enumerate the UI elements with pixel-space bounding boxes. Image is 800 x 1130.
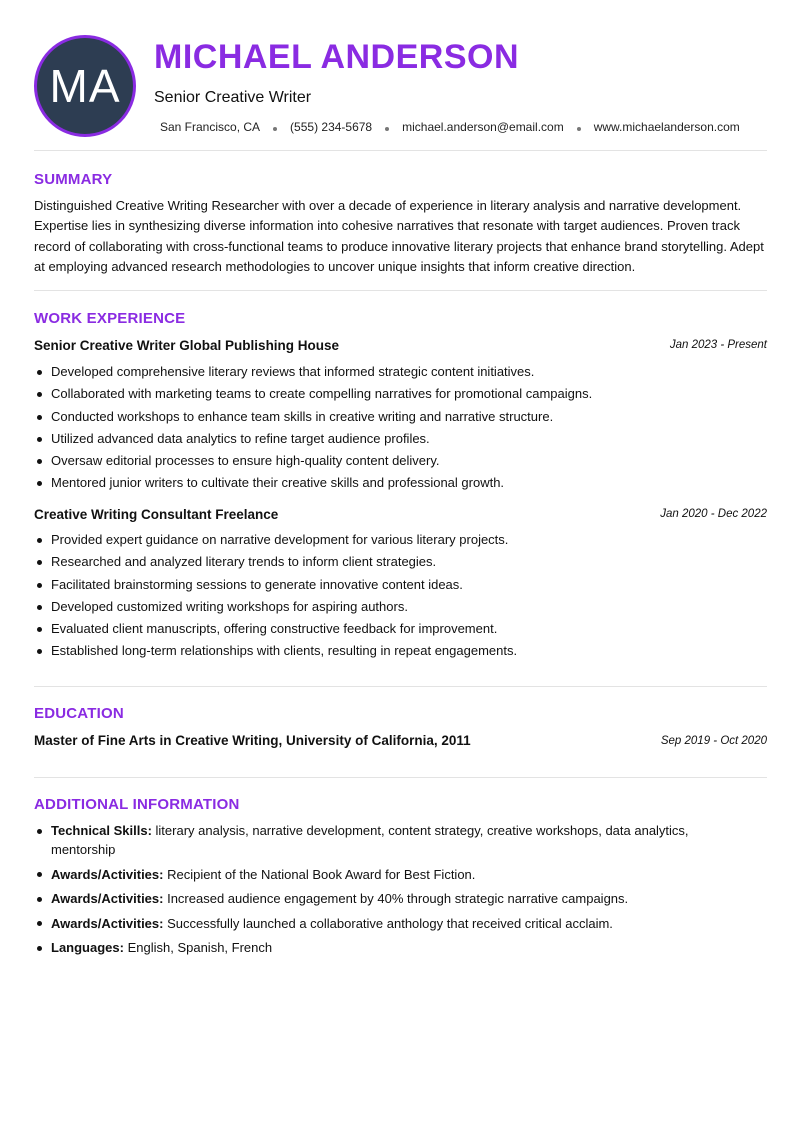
candidate-name: MICHAEL ANDERSON bbox=[154, 38, 520, 76]
list-item bbox=[34, 821, 754, 859]
item-text: Increased audience engagement by 40% through strategic narrative campaigns. bbox=[163, 891, 629, 906]
list-item: Oversaw editorial processes to ensure high-quality content delivery. bbox=[34, 450, 774, 472]
list-item bbox=[34, 889, 754, 908]
list-item: Provided expert guidance on narrative development for various literary projects. bbox=[34, 529, 774, 551]
separator-dot-icon bbox=[273, 127, 277, 131]
separator-dot-icon bbox=[385, 127, 389, 131]
job-bullets bbox=[34, 361, 774, 495]
divider bbox=[34, 777, 767, 778]
job-role: Creative Writing Consultant Freelance bbox=[34, 507, 279, 522]
contact-location: San Francisco, CA bbox=[160, 120, 261, 134]
list-item: Evaluated client manuscripts, offering constructive feedback for improvement. bbox=[34, 618, 774, 640]
job-date: Jan 2023 - Present bbox=[669, 339, 767, 351]
summary-heading: SUMMARY bbox=[34, 171, 113, 188]
item-label: Languages: bbox=[51, 940, 124, 955]
contact-website[interactable]: www.michaelanderson.com bbox=[593, 120, 740, 134]
summary-text: Distinguished Creative Writing Researcher with over a decade of experience in literary analysis and narrative development. Expertise lies in synthesizing diverse information into cohesive narratives that resonate with target audiences. Proven track record of collaborating with cross-functional teams to produce innovative literary projects that enhance brand storytelling. Adept at employing advanced research methodologies to uncover unique insights that inform creative direction. bbox=[34, 198, 764, 275]
separator-dot-icon bbox=[577, 127, 581, 131]
job-header bbox=[34, 338, 767, 356]
contact-phone: (555) 234-5678 bbox=[290, 120, 373, 134]
education-entry bbox=[34, 733, 767, 751]
list-item bbox=[34, 865, 754, 884]
divider bbox=[34, 150, 767, 151]
divider bbox=[34, 290, 767, 291]
list-item: Researched and analyzed literary trends to inform client strategies. bbox=[34, 551, 774, 573]
list-item: Developed customized writing workshops for aspiring authors. bbox=[34, 596, 774, 618]
list-item bbox=[34, 938, 754, 957]
item-label: Technical Skills: bbox=[51, 823, 152, 838]
list-item: Collaborated with marketing teams to create compelling narratives for promotional campaigns. bbox=[34, 383, 774, 405]
list-item: Established long-term relationships with clients, resulting in repeat engagements. bbox=[34, 640, 774, 662]
list-item: Mentored junior writers to cultivate their creative skills and professional growth. bbox=[34, 472, 774, 494]
list-item: Conducted workshops to enhance team skills in creative writing and narrative structure. bbox=[34, 406, 774, 428]
avatar-initials: MA bbox=[49, 60, 121, 112]
additional-list bbox=[34, 821, 754, 963]
item-text: Recipient of the National Book Award for Best Fiction. bbox=[163, 866, 476, 882]
experience-heading: WORK EXPERIENCE bbox=[34, 310, 186, 327]
list-item bbox=[34, 914, 754, 933]
avatar bbox=[34, 35, 136, 137]
item-text: Successfully launched a collaborative anthology that received critical acclaim. bbox=[163, 915, 613, 931]
item-text: English, Spanish, French bbox=[123, 940, 273, 955]
item-label: Awards/Activities: bbox=[51, 866, 164, 882]
contact-line bbox=[160, 120, 740, 134]
candidate-title: Senior Creative Writer bbox=[154, 89, 312, 106]
contact-email[interactable]: michael.anderson@email.com bbox=[402, 120, 564, 134]
list-item: Utilized advanced data analytics to refine target audience profiles. bbox=[34, 428, 774, 450]
job-bullets bbox=[34, 529, 774, 663]
education-date: Sep 2019 - Oct 2020 bbox=[660, 735, 767, 747]
job-header bbox=[34, 507, 767, 525]
education-degree: Master of Fine Arts in Creative Writing, University of California, 2011 bbox=[34, 733, 471, 748]
additional-heading: ADDITIONAL INFORMATION bbox=[34, 796, 240, 813]
job-role: Senior Creative Writer Global Publishing House bbox=[34, 338, 340, 353]
list-item: Developed comprehensive literary reviews that informed strategic content initiatives. bbox=[34, 361, 774, 383]
item-label: Awards/Activities: bbox=[51, 891, 164, 906]
item-text: literary analysis, narrative development, content strategy, creative workshops, data analytics, mentorship bbox=[51, 823, 689, 857]
job-date: Jan 2020 - Dec 2022 bbox=[660, 508, 767, 520]
list-item: Facilitated brainstorming sessions to generate innovative content ideas. bbox=[34, 574, 774, 596]
item-label: Awards/Activities: bbox=[51, 915, 164, 931]
divider bbox=[34, 686, 767, 687]
education-heading: EDUCATION bbox=[34, 705, 124, 722]
